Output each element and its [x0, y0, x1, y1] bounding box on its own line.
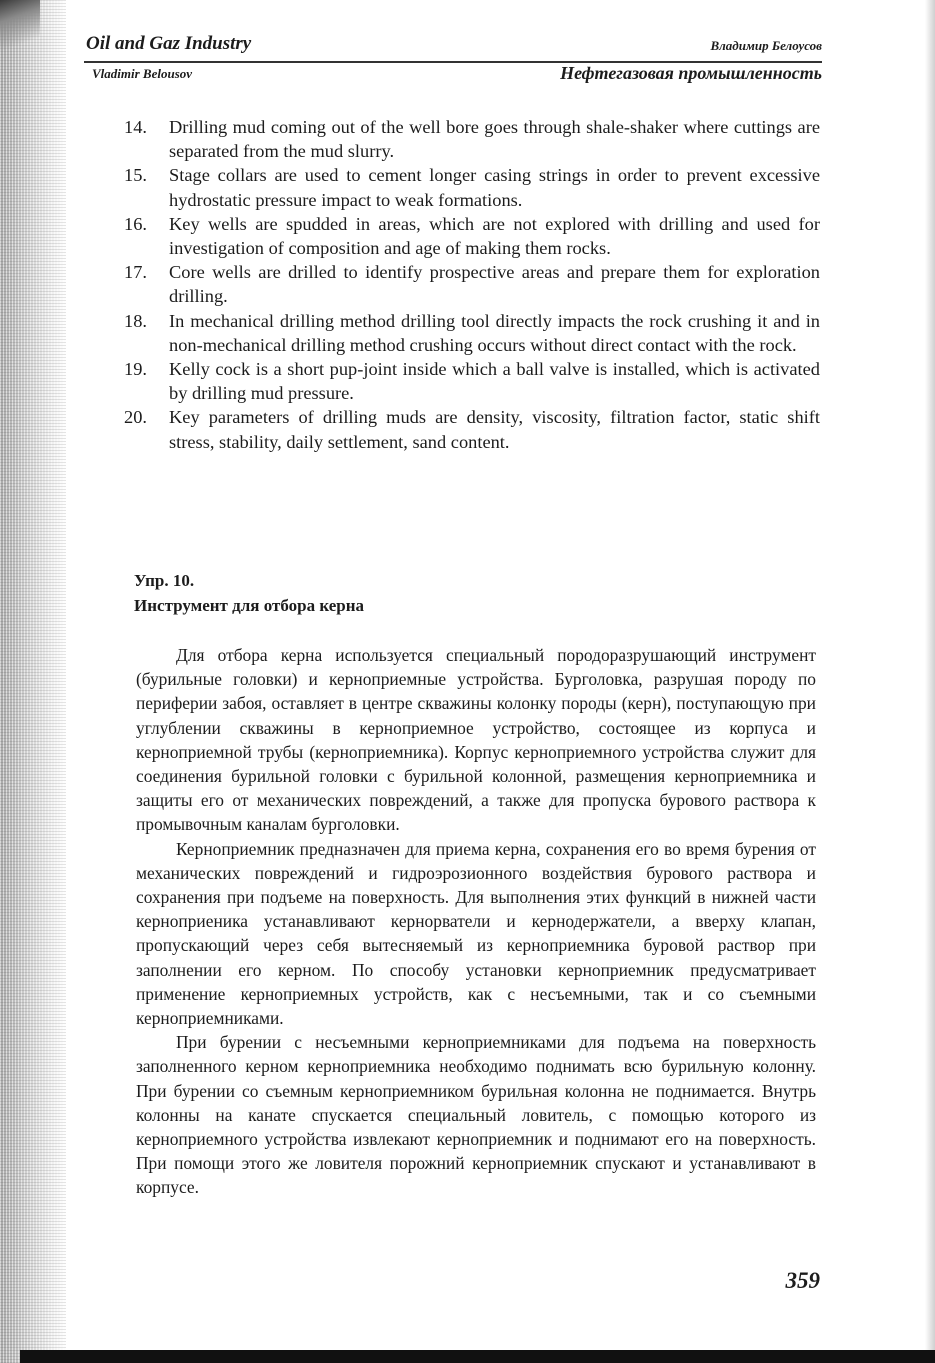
paragraph: Керноприемник предназначен для приема керна, сохранения его во время бурения от механических повреждений и гидроэрозионного воздействия бурового раствора и сохранения при подъеме на поверхность. Для выполнения этих функций в нижней части керноприеника устанавливают кернорватели и кернодержатели, а вверху клапан, пропускающий через себя вытесняемый из керноприемника буровой раствор при заполнении его керном. По способу установки керноприемник предусматривает применение керноприемных устройств, как с несъемными, так и со съемными керноприемниками. — [136, 838, 816, 1029]
running-header-author-ru: Владимир Белоусов — [710, 38, 822, 53]
page-edge — [925, 0, 935, 1363]
list-item-number: 20. — [124, 407, 147, 428]
list-item-number: 15. — [124, 165, 147, 186]
list-item — [124, 309, 820, 357]
list-item-number: 16. — [124, 213, 147, 234]
page-number: 359 — [785, 1268, 820, 1293]
list-item-text: Core wells are drilled to identify prospective areas and prepare them for exploration drilling. — [169, 262, 820, 307]
exercise-number: Упр. 10. — [134, 571, 195, 590]
running-header-author-en: Vladimir Belousov — [92, 66, 193, 81]
list-item — [124, 115, 820, 163]
list-item-text: Stage collars are used to cement longer casing strings in order to prevent excessive hydrostatic pressure impact to weak formations. — [169, 165, 820, 210]
running-header-title-en: Oil and Gaz Industry — [86, 33, 252, 54]
paragraph: Для отбора керна используется специальный породоразрушающий инструмент (бурильные головки) и керноприемные устройства. Бурголовка, разрушая породу по периферии забоя, оставляет в центре скважины колонку породы (керн), поступающую при углублении скважины в керноприемное устройство, состоящее из корпуса и керноприемной трубы (керноприемника). Корпус керноприемного устройства служит для соединения бурильной головки с бурильной колонной, размещения керноприемника и защиты его от механических повреждений, а также для пропуска бурового раствора к промывочным каналам бурголовки. — [136, 645, 816, 835]
list-item-number: 18. — [124, 310, 147, 331]
running-header-title-ru: Нефтегазовая промышленность — [560, 63, 822, 83]
numbered-list — [124, 115, 820, 454]
scan-shadow — [0, 0, 40, 60]
paragraph: При бурении с несъемными керноприемниками для подъема на поверхность заполненного керном керноприемника необходимо поднимать всю бурильную колонну. При бурении со съемным керноприемником бурильная колонна не поднимается. Внутрь колонны на канате спускается специальный ловитель, с помощью которого из керноприемного устройства извлекают керноприемник и поднимают его на поверхность. При помощи этого же ловителя порожний керноприемник спускают и устанавливают в корпусе. — [136, 1032, 816, 1198]
exercise-title: Инструмент для отбора керна — [134, 596, 365, 615]
binding-edge — [0, 0, 66, 1363]
list-item-number: 19. — [124, 359, 147, 380]
list-item-text: Kelly cock is a short pup-joint inside which a ball valve is installed, which is activated by drilling mud pressure. — [169, 359, 820, 404]
list-item-text: In mechanical drilling method drilling tool directly impacts the rock crushing it and in non-mechanical drilling method crushing occurs without direct contact with the rock. — [169, 310, 820, 355]
body-text — [136, 643, 816, 1200]
list-item — [124, 212, 820, 260]
list-item-number: 14. — [124, 117, 147, 137]
list-item-text: Drilling mud coming out of the well bore goes through shale-shaker where cuttings are separated from the mud slurry. — [169, 117, 820, 162]
list-item-text: Key parameters of drilling muds are density, viscosity, filtration factor, static shift stress, stability, daily settlement, sand content. — [169, 407, 820, 452]
list-item — [124, 357, 820, 405]
list-item — [124, 163, 820, 211]
scan-border — [20, 1350, 935, 1363]
list-item — [124, 405, 820, 453]
list-item — [124, 260, 820, 308]
list-item-number: 17. — [124, 262, 147, 283]
list-item-text: Key wells are spudded in areas, which are not explored with drilling and used for investigation of composition and age of making them rocks. — [169, 213, 820, 259]
